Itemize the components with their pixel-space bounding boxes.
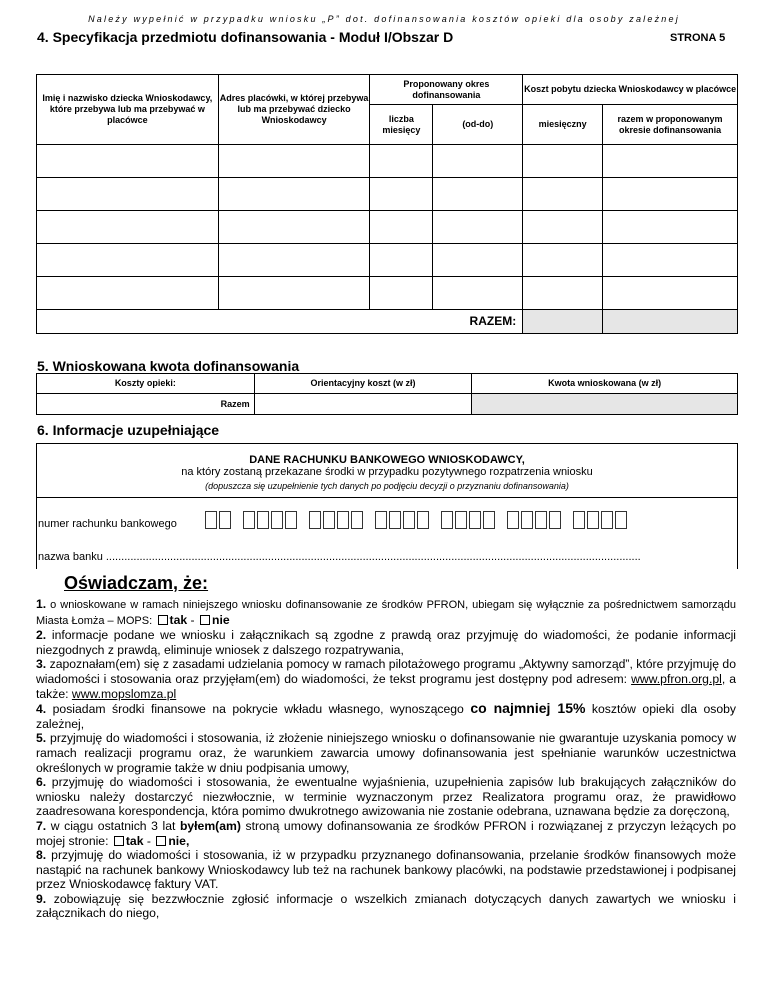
divider xyxy=(36,497,738,498)
list-item: 3. zapoznałam(em) się z zasadami udzielania pomocy w ramach pilotażowego programu „Aktywny samorząd”, które przyjmuję do wiadomości i stosowania oraz przyjęłam(em) do wiadomości, że tekst programu jest dostępny pod adresem: www.pfron.org.pl, a także: www.mopslomza.pl xyxy=(36,657,736,701)
list-item: 4. posiadam środki finansowe na pokrycie wkładu własnego, wynoszącego co najmniej 15% kosztów opieki dla osoby zależnej, xyxy=(36,700,737,731)
table-cell[interactable] xyxy=(523,277,603,310)
row-total-label: Razem xyxy=(37,394,255,415)
col-header-fromto: (od-do) xyxy=(433,105,523,145)
table-cell[interactable] xyxy=(37,178,219,211)
table-cell[interactable] xyxy=(603,277,738,310)
table-cell[interactable] xyxy=(603,244,738,277)
checkbox-nie[interactable] xyxy=(200,615,210,625)
total-sum-cell xyxy=(603,310,738,334)
list-item: 5. przyjmuję do wiadomości i stosowania, iż złożenie niniejszego wniosku o dofinansowanie nie gwarantuje uzyskania pomocy w ramach realizacji programu oraz, że warunkiem zawarcia umowy dofinansowania jest spełnianie warunków uczestnictwa określonych w programie także w dniu podpisania umowy, xyxy=(36,731,736,775)
table-cell[interactable] xyxy=(433,211,523,244)
table-cell[interactable] xyxy=(218,211,370,244)
table-cell[interactable] xyxy=(37,145,219,178)
total-monthly-cell xyxy=(523,310,603,334)
checkbox-tak[interactable] xyxy=(158,615,168,625)
page-label: STRONA 5 xyxy=(670,32,726,44)
col-header-estimate: Orientacyjny koszt (w zł) xyxy=(254,374,472,394)
table-cell[interactable] xyxy=(37,244,219,277)
table-cell[interactable] xyxy=(370,145,433,178)
table-cell[interactable] xyxy=(37,277,219,310)
declaration-list xyxy=(36,597,736,921)
table-cell[interactable] xyxy=(37,211,219,244)
checkbox-tak[interactable] xyxy=(114,836,124,846)
list-item: 2. informacje podane we wniosku i załącznikach są zgodne z prawdą oraz przyjmuję do wiadomości, że podanie informacji niezgodnych z prawdą, eliminuje wniosek z dalszego rozpatrywania, xyxy=(36,628,736,657)
bank-note: (dopuszcza się uzupełnienie tych danych po podjęciu decyzji o przyznaniu dofinansowania) xyxy=(205,481,569,491)
col-header-name: Imię i nazwisko dziecka Wnioskodawcy, które przebywa lub ma przebywać w placówce xyxy=(37,75,219,145)
table-cell[interactable] xyxy=(603,211,738,244)
table-cell[interactable] xyxy=(433,244,523,277)
section6-title: 6. Informacje uzupełniające xyxy=(37,422,220,438)
table-cell[interactable] xyxy=(370,244,433,277)
table-cell[interactable] xyxy=(218,277,370,310)
col-header-total: razem w proponowanym okresie dofinansowania xyxy=(603,105,738,145)
declaration-title: Oświadczam, że: xyxy=(64,573,209,593)
section4-title: 4. Specyfikacja przedmiotu dofinansowania - Moduł I/Obszar D xyxy=(37,29,454,45)
list-item: 1. o wnioskowane w ramach niniejszego wniosku dofinansowanie ze środków PFRON, ubiegam się wyłącznie za pośrednictwem samorządu Miasta Łomża – MOPS: tak - nie xyxy=(36,597,736,627)
requested-amount-table xyxy=(36,373,738,415)
fill-instruction-note: Należy wypełnić w przypadku wniosku „P” dot. dofinansowania kosztów opieki dla osoby zależnej xyxy=(88,14,680,24)
bank-title: DANE RACHUNKU BANKOWEGO WNIOSKODAWCY, xyxy=(249,454,525,466)
table-cell[interactable] xyxy=(523,145,603,178)
col-header-address: Adres placówki, w której przebywa lub ma przebywać dziecko Wnioskodawcy xyxy=(218,75,370,145)
table-cell[interactable] xyxy=(433,145,523,178)
requested-total-cell xyxy=(472,394,738,415)
list-item: 9. zobowiązuję się bezzwłocznie zgłosić informacje o wszelkich zmianach dotyczących danych zawartych we wniosku i załącznikach do niego, xyxy=(36,891,736,921)
table-cell[interactable] xyxy=(370,211,433,244)
col-header-months: liczba miesięcy xyxy=(370,105,433,145)
list-item: 6. przyjmuję do wiadomości i stosowania, że ewentualne wyjaśnienia, uzupełnienia zapisów lub brakujących załączników do wniosku należy dostarczyć niezwłocznie, w terminie wyznaczonym przez Realizatora programu oraz, że prawidłowo zaadresowana korespondencja, która pomimo dwukrotnego awizowania nie zostanie odebrana, uznawana będzie za doręczoną, xyxy=(36,775,736,819)
table-cell[interactable] xyxy=(603,178,738,211)
checkbox-nie[interactable] xyxy=(156,836,166,846)
col-header-period: Proponowany okres dofinansowania xyxy=(370,75,523,105)
bank-name-field[interactable]: nazwa banku ............................................................................................................................................................................... xyxy=(38,551,641,563)
account-number-boxes[interactable] xyxy=(205,511,629,529)
bank-subtitle: na który zostaną przekazane środki w przypadku pozytywnego rozpatrzenia wniosku xyxy=(181,466,593,478)
table-cell[interactable] xyxy=(433,277,523,310)
table-cell[interactable] xyxy=(523,211,603,244)
table-cell[interactable] xyxy=(370,277,433,310)
col-header-cost: Koszt pobytu dziecka Wnioskodawcy w placówce xyxy=(523,75,738,105)
table-cell[interactable] xyxy=(523,244,603,277)
table-cell[interactable] xyxy=(523,178,603,211)
account-number-label: numer rachunku bankowego xyxy=(38,518,177,530)
col-header-monthly: miesięczny xyxy=(523,105,603,145)
pfron-link[interactable]: www.pfron.org.pl xyxy=(631,671,722,686)
specification-table xyxy=(36,74,738,334)
section5-title: 5. Wnioskowana kwota dofinansowania xyxy=(37,358,300,374)
table-cell[interactable] xyxy=(603,145,738,178)
estimate-total-cell[interactable] xyxy=(254,394,472,415)
col-header-requested: Kwota wnioskowana (w zł) xyxy=(472,374,738,394)
table-cell[interactable] xyxy=(218,145,370,178)
table-cell[interactable] xyxy=(218,244,370,277)
mops-link[interactable]: www.mopslomza.pl xyxy=(71,686,177,701)
col-header-costs: Koszty opieki: xyxy=(37,374,255,394)
list-item: 7. w ciągu ostatnich 3 lat byłem(am) stroną umowy dofinansowania ze środków PFRON i rozwiązanej z przyczyn leżących po mojej stronie: tak - nie, xyxy=(36,818,736,848)
table-cell[interactable] xyxy=(433,178,523,211)
table-cell[interactable] xyxy=(218,178,370,211)
table-cell[interactable] xyxy=(370,178,433,211)
total-label: RAZEM: xyxy=(37,310,523,334)
list-item: 8. przyjmuję do wiadomości i stosowania, iż w przypadku przyznanego dofinansowania, przelanie środków finansowych może nastąpić na rachunek bankowy Wnioskodawcy lub też na rachunek bankowy placówki, na podstawie przedstawionej i podpisanej przez Wnioskodawcę faktury VAT. xyxy=(36,848,736,892)
